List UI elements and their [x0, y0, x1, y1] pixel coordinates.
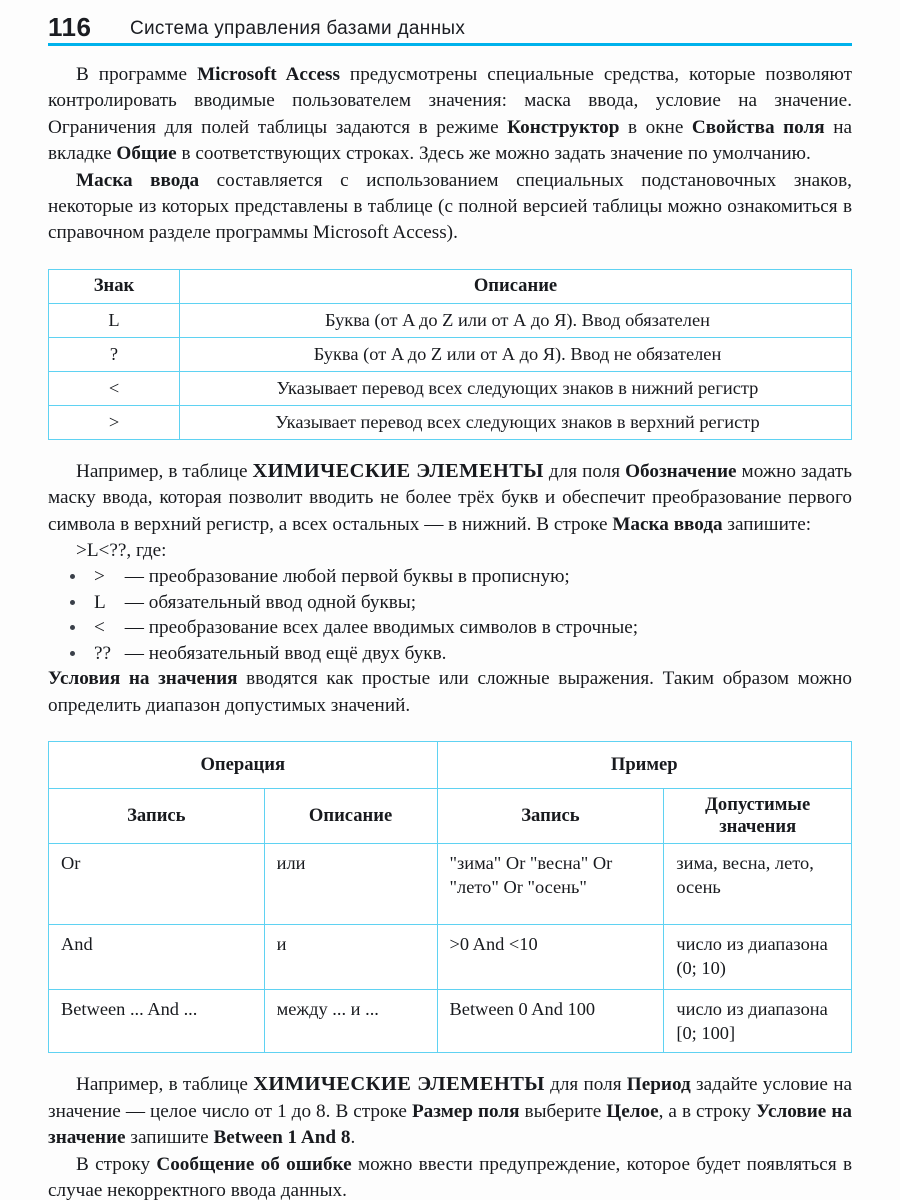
- list-item: [48, 564, 852, 590]
- bullet-icon: [70, 600, 75, 605]
- paragraph-3: [48, 458, 852, 538]
- p1-bold-access: Microsoft Access: [197, 64, 340, 85]
- p5-mid2: задайте условие на значение — целое число от 1 до 8. В строке: [48, 1074, 852, 1121]
- table-ops-sub-header-row: [49, 789, 852, 844]
- p6-tail: можно ввести предупреждение, которое будет появляться в случае некорректного ввода данных.: [48, 1154, 852, 1201]
- header-rule: [48, 43, 852, 46]
- p5-bold-razmer-polya: Размер поля: [412, 1101, 520, 1122]
- list-item-symbol: >: [94, 564, 120, 590]
- table-ops-header-op-record: Запись: [49, 789, 265, 844]
- table-ops-header-op-description: Описание: [264, 789, 437, 844]
- list-item-symbol: ??: [94, 641, 120, 667]
- p3-tail: запишите:: [723, 514, 811, 535]
- p6-bold-soobshchenie: Сообщение об ошибке: [156, 1154, 351, 1175]
- cell-op-record: Or: [49, 844, 265, 925]
- list-item-symbol: <: [94, 615, 120, 641]
- list-item-label: — преобразование всех далее вводимых символов в строчные;: [125, 617, 638, 638]
- cell-description: Указывает перевод всех следующих знаков в верхний регистр: [180, 405, 852, 439]
- p5-mid3: выберите: [520, 1101, 607, 1122]
- p2-tail: составляется с использованием специальных подстановочных знаков, некоторые из которых представлены в таблице (с полной версией таблицы можно ознакомиться в справочном разделе программы Microsoft Access).: [48, 170, 852, 244]
- p1-mid3: на вкладке: [48, 117, 852, 164]
- p1-lead: В программе: [76, 64, 197, 85]
- running-head: [0, 12, 900, 52]
- p4-tail: вводятся как простые или сложные выражения. Таким образом можно определить диапазон допустимых значений.: [48, 668, 852, 715]
- bullet-icon: [70, 574, 75, 579]
- p5-lead: Например, в таблице: [76, 1074, 253, 1095]
- cell-op-description: между ... и ...: [264, 990, 437, 1053]
- list-item: [48, 615, 852, 641]
- list-item-label: — необязательный ввод ещё двух букв.: [125, 643, 447, 664]
- table-ops-group-header-row: [49, 742, 852, 789]
- running-title: Система управления базами данных: [130, 18, 465, 40]
- table-ops-head: [49, 742, 852, 844]
- paragraph-1: [48, 62, 852, 168]
- list-item-label: — обязательный ввод одной буквы;: [125, 592, 416, 613]
- p5-mid5: запишите: [126, 1127, 214, 1148]
- cell-op-description: и: [264, 925, 437, 990]
- p5-bold-period: Период: [627, 1074, 691, 1095]
- cell-description: Указывает перевод всех следующих знаков в нижний регистр: [180, 371, 852, 405]
- cell-description: Буква (от A до Z или от А до Я). Ввод обязателен: [180, 303, 852, 337]
- p3-lead: Например, в таблице: [76, 461, 253, 482]
- table-signs-head: [49, 269, 852, 303]
- cell-allowed-values: число из диапазона (0; 10): [664, 925, 852, 990]
- cell-op-description: или: [264, 844, 437, 925]
- cell-example-record: "зима" Or "весна" Or "лето" Or "осень": [437, 844, 664, 925]
- p5-bold-tseloe: Целое: [606, 1101, 658, 1122]
- bullet-icon: [70, 625, 75, 630]
- list-item-label: — преобразование любой первой буквы в прописную;: [125, 566, 570, 587]
- cell-example-record: Between 0 And 100: [437, 990, 664, 1053]
- table-row: [49, 990, 852, 1053]
- p1-bold-svoystva: Свойства поля: [692, 117, 825, 138]
- cell-example-record: >0 And <10: [437, 925, 664, 990]
- bullet-icon: [70, 651, 75, 656]
- p5-mid4: , а в строку: [659, 1101, 756, 1122]
- paragraph-2: [48, 168, 852, 247]
- table-row: [49, 844, 852, 925]
- p6-lead: В строку: [76, 1154, 156, 1175]
- p3-mid2: можно задать маску ввода, которая позволит вводить не более трёх букв и обеспечит преобразование первого символа в верхний регистр, а всех остальных — в нижний. В строке: [48, 461, 852, 535]
- table-row: [49, 925, 852, 990]
- paragraph-6: [48, 1152, 852, 1204]
- p3-bold-maska-vvoda: Маска ввода: [612, 514, 722, 535]
- cell-sign: L: [49, 303, 180, 337]
- table-row: [49, 405, 852, 439]
- table-row: [49, 303, 852, 337]
- table-ops-group-example: Пример: [437, 742, 851, 789]
- cell-op-record: And: [49, 925, 265, 990]
- table-conditions-operations: [48, 741, 852, 1053]
- cell-description: Буква (от A до Z или от А до Я). Ввод не обязателен: [180, 337, 852, 371]
- p5-mid1: для поля: [545, 1074, 627, 1095]
- cell-allowed-values: зима, весна, лето, осень: [664, 844, 852, 925]
- list-item: [48, 641, 852, 667]
- table-input-mask-signs: [48, 269, 852, 440]
- p1-tail: в соответствующих строках. Здесь же можно задать значение по умолчанию.: [177, 143, 811, 164]
- p1-mid2: в окне: [619, 117, 691, 138]
- p4-bold-usloviya: Условия на значения: [48, 668, 238, 689]
- p3-mid1: для поля: [544, 461, 625, 482]
- p5-bold-uslovie-na-znachenie: Условие на значение: [48, 1101, 852, 1148]
- table-signs-body: [49, 303, 852, 439]
- cell-allowed-values: число из диапазона [0; 100]: [664, 990, 852, 1053]
- table-signs-header-description: Описание: [180, 269, 852, 303]
- list-item: [48, 590, 852, 616]
- p1-mid1: предусмотрены специальные средства, которые позволяют контролировать вводимые пользователем значения: маска ввода, условие на значение. Ограничения для полей таблицы задаются в режиме: [48, 64, 852, 138]
- p3-bold-oboznachenie: Обозначение: [625, 461, 736, 482]
- table-ops-body: [49, 844, 852, 1053]
- table-row: [49, 337, 852, 371]
- table-ops-header-example-record: Запись: [437, 789, 664, 844]
- paragraph-5: [48, 1071, 852, 1151]
- list-item-symbol: L: [94, 590, 120, 616]
- p5-caps-chemical-elements: ХИМИЧЕСКИЕ ЭЛЕМЕНТЫ: [253, 1073, 545, 1095]
- page-content: [48, 62, 852, 1204]
- table-ops-header-allowed-values: Допустимые значения: [664, 789, 852, 844]
- p5-tail: .: [350, 1127, 355, 1148]
- mask-example-line: >L<??, где:: [48, 538, 852, 564]
- page-number: 116: [48, 12, 91, 43]
- p1-bold-konstruktor: Конструктор: [507, 117, 619, 138]
- p3-caps-chemical-elements: ХИМИЧЕСКИЕ ЭЛЕМЕНТЫ: [253, 460, 544, 482]
- p5-bold-between: Between 1 And 8: [213, 1127, 350, 1148]
- paragraph-4: [48, 666, 852, 719]
- cell-sign: >: [49, 405, 180, 439]
- table-signs-header-sign: Знак: [49, 269, 180, 303]
- table-row: [49, 371, 852, 405]
- table-ops-group-operation: Операция: [49, 742, 438, 789]
- cell-sign: ?: [49, 337, 180, 371]
- p1-bold-obshchie: Общие: [116, 143, 176, 164]
- mask-symbols-list: [48, 564, 852, 666]
- cell-sign: <: [49, 371, 180, 405]
- table-signs-header-row: [49, 269, 852, 303]
- p2-bold-maska: Маска ввода: [76, 170, 199, 191]
- cell-op-record: Between ... And ...: [49, 990, 265, 1053]
